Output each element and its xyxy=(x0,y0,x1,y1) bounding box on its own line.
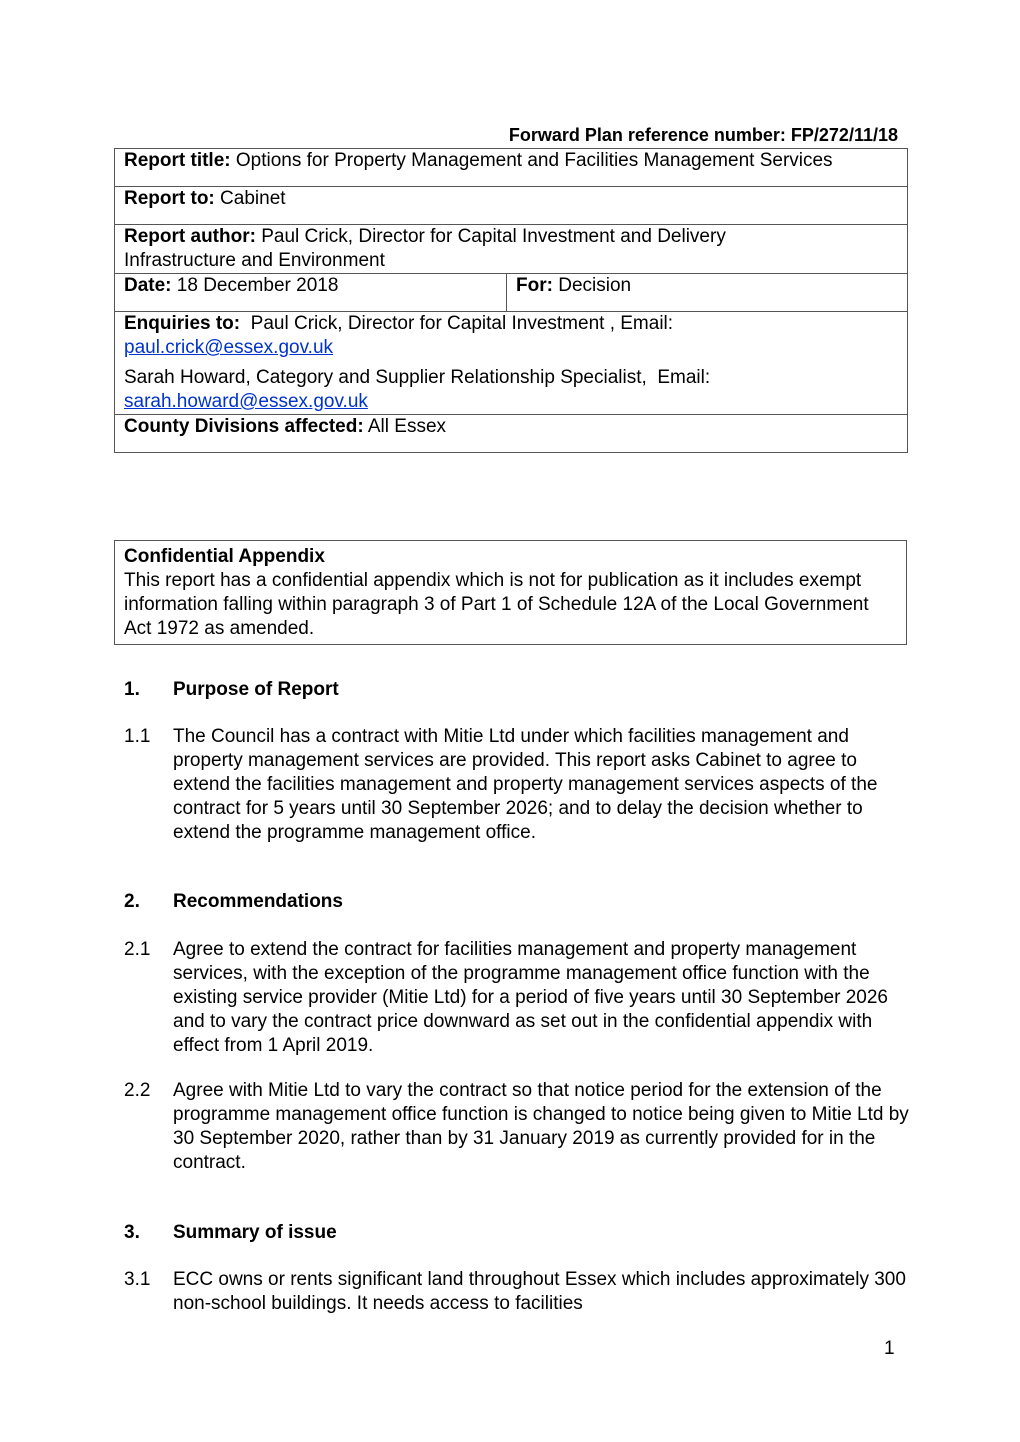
report-to-label: Report to: xyxy=(124,188,215,209)
report-to-row xyxy=(115,187,908,225)
for-cell xyxy=(507,274,908,312)
county-divisions-cell xyxy=(115,415,908,453)
paragraph-3-1 xyxy=(124,1268,914,1316)
page-number: 1 xyxy=(884,1338,895,1359)
for-value: Decision xyxy=(552,275,632,296)
section-number: 3. xyxy=(124,1222,140,1243)
report-author-row xyxy=(115,225,908,274)
paragraph-text: The Council has a contract with Mitie Ltd under which facilities management and property management services are provided. This report asks Cabinet to agree to extend the facilities management and property management services aspects of the contract for 5 years until 30 September 2026; and to delay the decision whether to extend the programme management office. xyxy=(173,726,878,843)
section-number: 2. xyxy=(124,891,140,912)
paragraph-number: 3.1 xyxy=(124,1269,151,1290)
confidential-appendix-box xyxy=(114,540,907,645)
paragraph-text: Agree with Mitie Ltd to vary the contract so that notice period for the extension of the programme management office function is changed to notice being given to Mitie Ltd by 30 September 2020, rather than by 31 January 2019 as currently provided for in the contract. xyxy=(173,1080,909,1173)
section-number: 1. xyxy=(124,679,140,700)
section-heading-2 xyxy=(124,891,343,913)
section-heading-3 xyxy=(124,1222,337,1244)
report-title-value: Options for Property Management and Facilities Management Services xyxy=(230,150,833,171)
paragraph-number: 1.1 xyxy=(124,726,151,747)
report-metadata-table xyxy=(114,148,908,453)
enquiries-row xyxy=(115,312,908,415)
date-cell xyxy=(115,274,507,312)
enquiries-contact-2: Sarah Howard, Category and Supplier Relationship Specialist, Email: xyxy=(124,367,711,388)
section-title: Summary of issue xyxy=(173,1222,337,1243)
report-to-cell xyxy=(115,187,908,225)
paragraph-2-2 xyxy=(124,1079,914,1175)
report-author-department: Infrastructure and Environment xyxy=(124,250,385,271)
section-heading-1 xyxy=(124,679,339,701)
enquiries-cell xyxy=(115,312,908,415)
date-value: 18 December 2018 xyxy=(171,275,339,296)
date-for-row xyxy=(115,274,908,312)
report-to-value: Cabinet xyxy=(214,188,286,209)
report-author-value: Paul Crick, Director for Capital Investment and Delivery xyxy=(255,226,726,247)
report-title-label: Report title: xyxy=(124,150,231,171)
county-divisions-label: County Divisions affected: xyxy=(124,416,364,437)
paragraph-1-1 xyxy=(124,725,914,845)
enquiries-label: Enquiries to: xyxy=(124,313,241,334)
county-divisions-value: All Essex xyxy=(363,416,447,437)
date-label: Date: xyxy=(124,275,172,296)
report-author-cell xyxy=(115,225,908,274)
forward-plan-reference: Forward Plan reference number: FP/272/11/18 xyxy=(508,125,898,145)
email-link-sarah-howard[interactable]: sarah.howard@essex.gov.uk xyxy=(124,391,368,412)
section-title: Purpose of Report xyxy=(173,679,339,700)
paragraph-number: 2.2 xyxy=(124,1080,151,1101)
paragraph-text: ECC owns or rents significant land throughout Essex which includes approximately 300 non-school buildings. It needs access to facilities xyxy=(173,1269,906,1314)
enquiries-contact-1: Paul Crick, Director for Capital Investment , Email: xyxy=(240,313,674,334)
section-title: Recommendations xyxy=(173,891,343,912)
county-divisions-row xyxy=(115,415,908,453)
paragraph-2-1 xyxy=(124,938,914,1058)
confidential-appendix-body: This report has a confidential appendix which is not for publication as it includes exempt information falling within paragraph 3 of Part 1 of Schedule 12A of the Local Government Act 1972 as amended. xyxy=(124,570,869,639)
paragraph-number: 2.1 xyxy=(124,939,151,960)
confidential-appendix-title: Confidential Appendix xyxy=(124,546,325,567)
report-author-label: Report author: xyxy=(124,226,256,247)
for-label: For: xyxy=(516,275,553,296)
paragraph-text: Agree to extend the contract for facilities management and property management services, with the exception of the programme management office function with the existing service provider (Mitie Ltd) for a period of five years until 30 September 2026 and to vary the contract price downward as set out in the confidential appendix with effect from 1 April 2019. xyxy=(173,939,888,1056)
report-title-row xyxy=(115,149,908,187)
report-title-cell xyxy=(115,149,908,187)
email-link-paul-crick[interactable]: paul.crick@essex.gov.uk xyxy=(124,337,334,358)
